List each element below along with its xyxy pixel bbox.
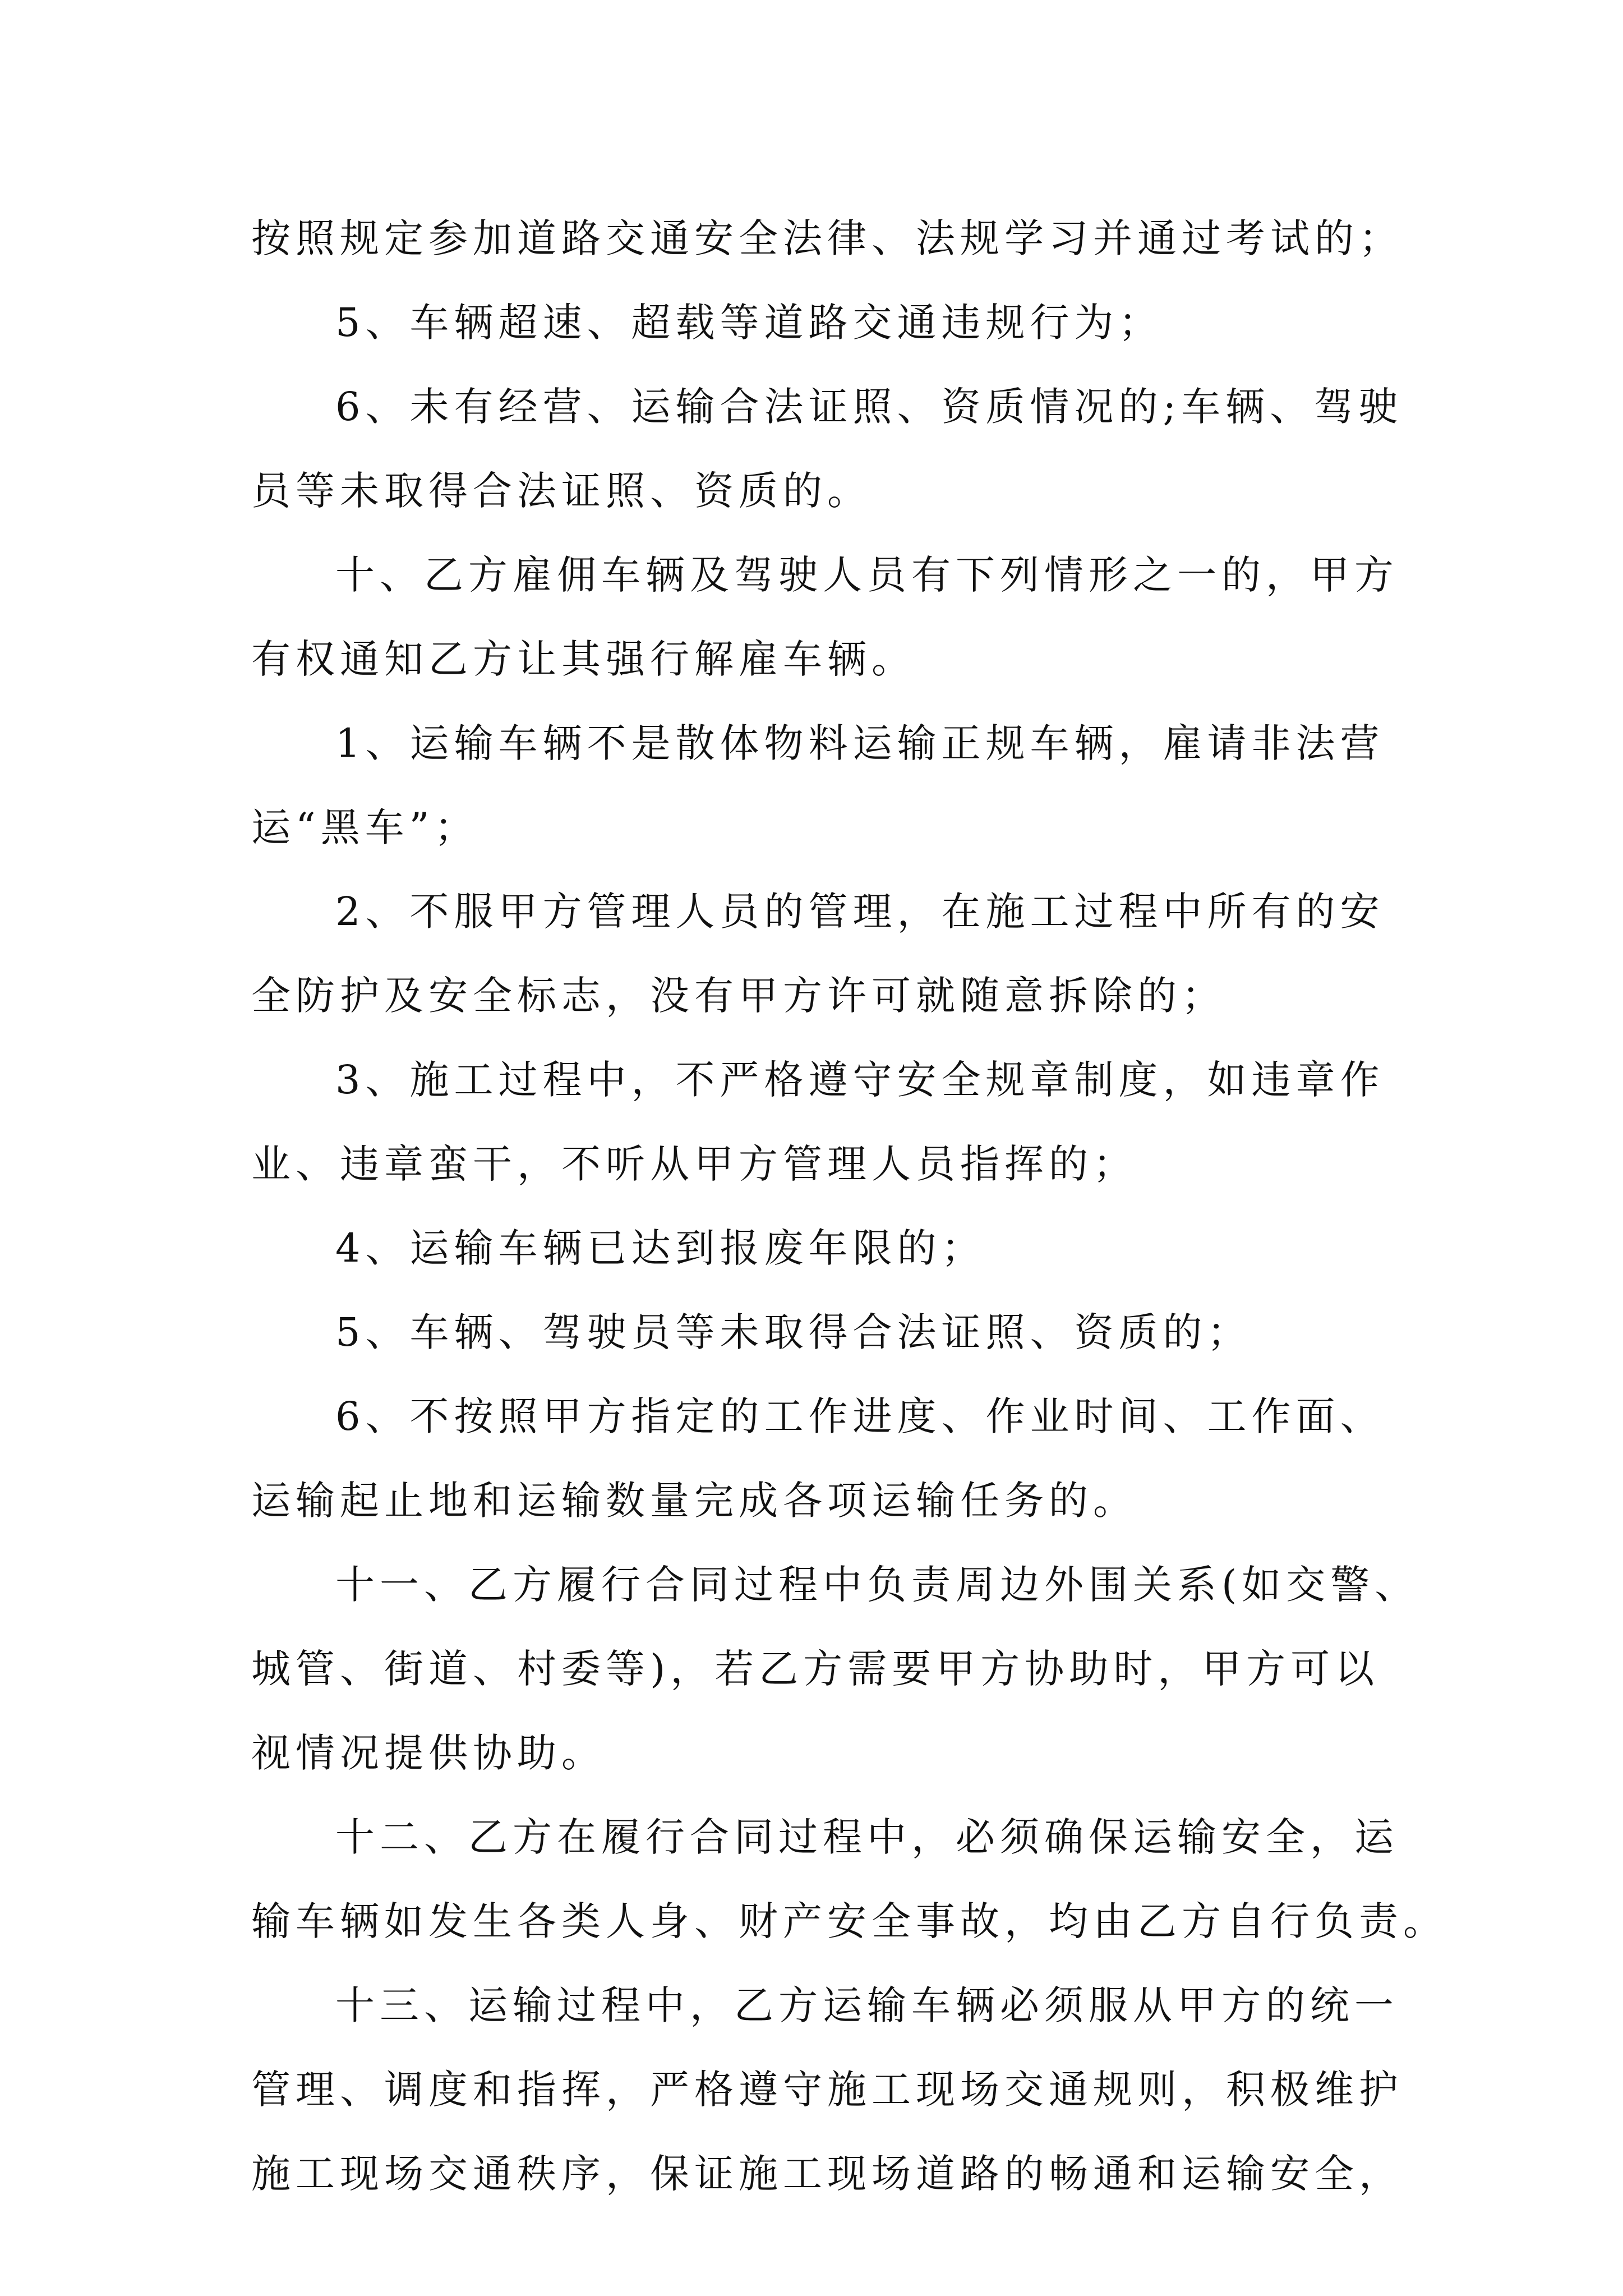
text-line-15: 6、不按照甲方指定的工作进度、作业时间、工作面、	[335, 1393, 1385, 1439]
text-line-10: 全防护及安全标志，没有甲方许可就随意拆除的；	[251, 973, 1226, 1019]
text-line-14: 5、车辆、驾驶员等未取得合法证照、资质的；	[335, 1309, 1252, 1355]
text-line-11: 3、施工过程中，不严格遵守安全规章制度，如违章作	[335, 1057, 1385, 1103]
text-line-21: 输车辆如发生各类人身、财产安全事故，均由乙方自行负责。	[251, 1898, 1447, 1944]
text-line-13: 4、运输车辆已达到报废年限的；	[335, 1225, 986, 1271]
text-line-6: 有权通知乙方让其强行解雇车辆。	[251, 636, 916, 682]
text-line-17: 十一、乙方履行合同过程中负责周边外围关系(如交警、	[335, 1562, 1419, 1608]
text-line-18: 城管、街道、村委等)，若乙方需要甲方协助时，甲方可以	[251, 1646, 1380, 1692]
text-line-1: 按照规定参加道路交通安全法律、法规学习并通过考试的；	[251, 215, 1403, 261]
text-line-4: 员等未取得合法证照、资质的。	[251, 468, 872, 514]
text-line-20: 十二、乙方在履行合同过程中，必须确保运输安全，运	[335, 1814, 1399, 1860]
text-line-5: 十、乙方雇佣车辆及驾驶人员有下列情形之一的，甲方	[335, 552, 1399, 598]
text-line-3: 6、未有经营、运输合法证照、资质情况的;车辆、驾驶	[335, 384, 1403, 430]
text-line-8: 运“黑车”；	[251, 804, 479, 850]
text-line-7: 1、运输车辆不是散体物料运输正规车辆，雇请非法营	[335, 720, 1385, 766]
text-line-24: 施工现场交通秩序，保证施工现场道路的畅通和运输安全，	[251, 2151, 1403, 2197]
text-line-9: 2、不服甲方管理人员的管理，在施工过程中所有的安	[335, 889, 1385, 935]
text-line-2: 5、车辆超速、超载等道路交通违规行为；	[335, 300, 1163, 346]
text-line-23: 管理、调度和指挥，严格遵守施工现场交通规则，积极维护	[251, 2067, 1403, 2113]
text-line-22: 十三、运输过程中，乙方运输车辆必须服从甲方的统一	[335, 1982, 1399, 2028]
text-line-12: 业、违章蛮干，不听从甲方管理人员指挥的；	[251, 1141, 1137, 1187]
text-line-16: 运输起止地和运输数量完成各项运输任务的。	[251, 1478, 1137, 1524]
text-line-19: 视情况提供协助。	[251, 1730, 606, 1776]
